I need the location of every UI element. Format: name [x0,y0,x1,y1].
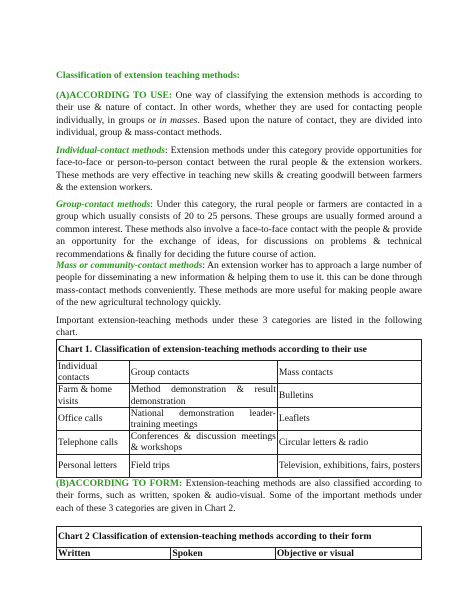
paragraph-according-to-form [56,478,422,515]
chart2-title: Chart 2 Classification of extension-teaching methods according to their form [57,527,422,548]
form-text: Extension-teaching methods are also classified according to their forms, such as written, spoken & audio-visual. Some of the important methods under each of these 3 categories are given in Chart 2. [56,478,422,514]
table-row [57,548,422,560]
paragraph-group [56,199,422,261]
table-cell: Individual contacts [57,361,130,384]
chart1-title: Chart 1. Classification of extension-teaching methods according to their use [57,340,422,361]
mass-text: : An extension worker has to approach a large number of people for disseminating a new information & helping them to use it. this can be done through mass-contact methods conveniently. These methods are more useful for making people aware of the new agricultural technology quickly. [56,260,423,309]
individual-text: : Extension methods under this category provide opportunities for face-to-face or person-to-person contact between the rural people & the extension workers. These methods are very effective in teaching new skills & creating goodwill between farmers & the extension workers. [56,145,423,194]
chart2-table [56,526,422,560]
table-cell: Personal letters [57,454,130,477]
table-cell: Field trips [129,454,277,477]
group-text: : Under this category, the rural people or farmers are contacted in a group which usually consists of 20 to 25 persons. These groups are usually formed around a common interest. These methods also involve a face-to-face contact with the people & provide an opportunity for the exchange of ideas, for discussions on problems & technical recommendations & finally for deciding the future course of action. [56,199,422,260]
page-title: Classification of extension teaching methods: [56,70,240,81]
paragraph-mass [56,260,422,310]
section-heading-use: (A)ACCORDING TO USE: [56,90,173,101]
table-cell: Mass contacts [277,361,421,384]
table-cell: Office calls [57,407,130,430]
table-row [57,361,422,384]
group-lead: Group-contact methods [56,199,151,210]
table-header-cell: Written [57,548,171,560]
paragraph-individual [56,145,422,195]
table-cell: Television, exhibitions, fairs, posters [277,454,421,477]
table-cell: Circular letters & radio [277,431,421,454]
paragraph-according-to-use [56,90,422,140]
mass-lead: Mass or community-contact methods [56,260,203,271]
section-heading-form: (B)ACCORDING TO FORM: [56,478,183,489]
table-row [57,407,422,430]
table-cell: Group contacts [129,361,277,384]
table-header-cell: Spoken [171,548,275,560]
table-row [57,384,422,407]
paragraph-important: Important extension-teaching methods under these 3 categories are listed in the following chart. [56,315,422,339]
table-row [57,454,422,477]
individual-lead: Individual-contact methods [56,145,166,156]
table-cell: Conferences & discussion meetings & workshops [130,431,276,454]
table-row [57,431,422,454]
table-cell: Bulletins [277,384,421,407]
table-cell: Farm & home visits [57,384,130,407]
use-text-1: One way of classifying the extension methods is according to their use & nature of contact. In other words, whether they are used for contacting people individually, in groups or [56,90,422,126]
table-cell: Leaflets [277,407,421,430]
table-header-cell: Objective or visual [275,548,421,560]
use-text-2: . Based upon the nature of contact, they are divided into individual, group & mass-contact methods. [56,114,422,139]
chart1-table [56,339,422,478]
table-cell: Telephone calls [57,431,130,454]
table-cell: National demonstration leader-training meetings [130,407,276,431]
use-text-italic: in masses [159,114,198,126]
table-cell: Method demonstration & result demonstration [130,384,276,407]
